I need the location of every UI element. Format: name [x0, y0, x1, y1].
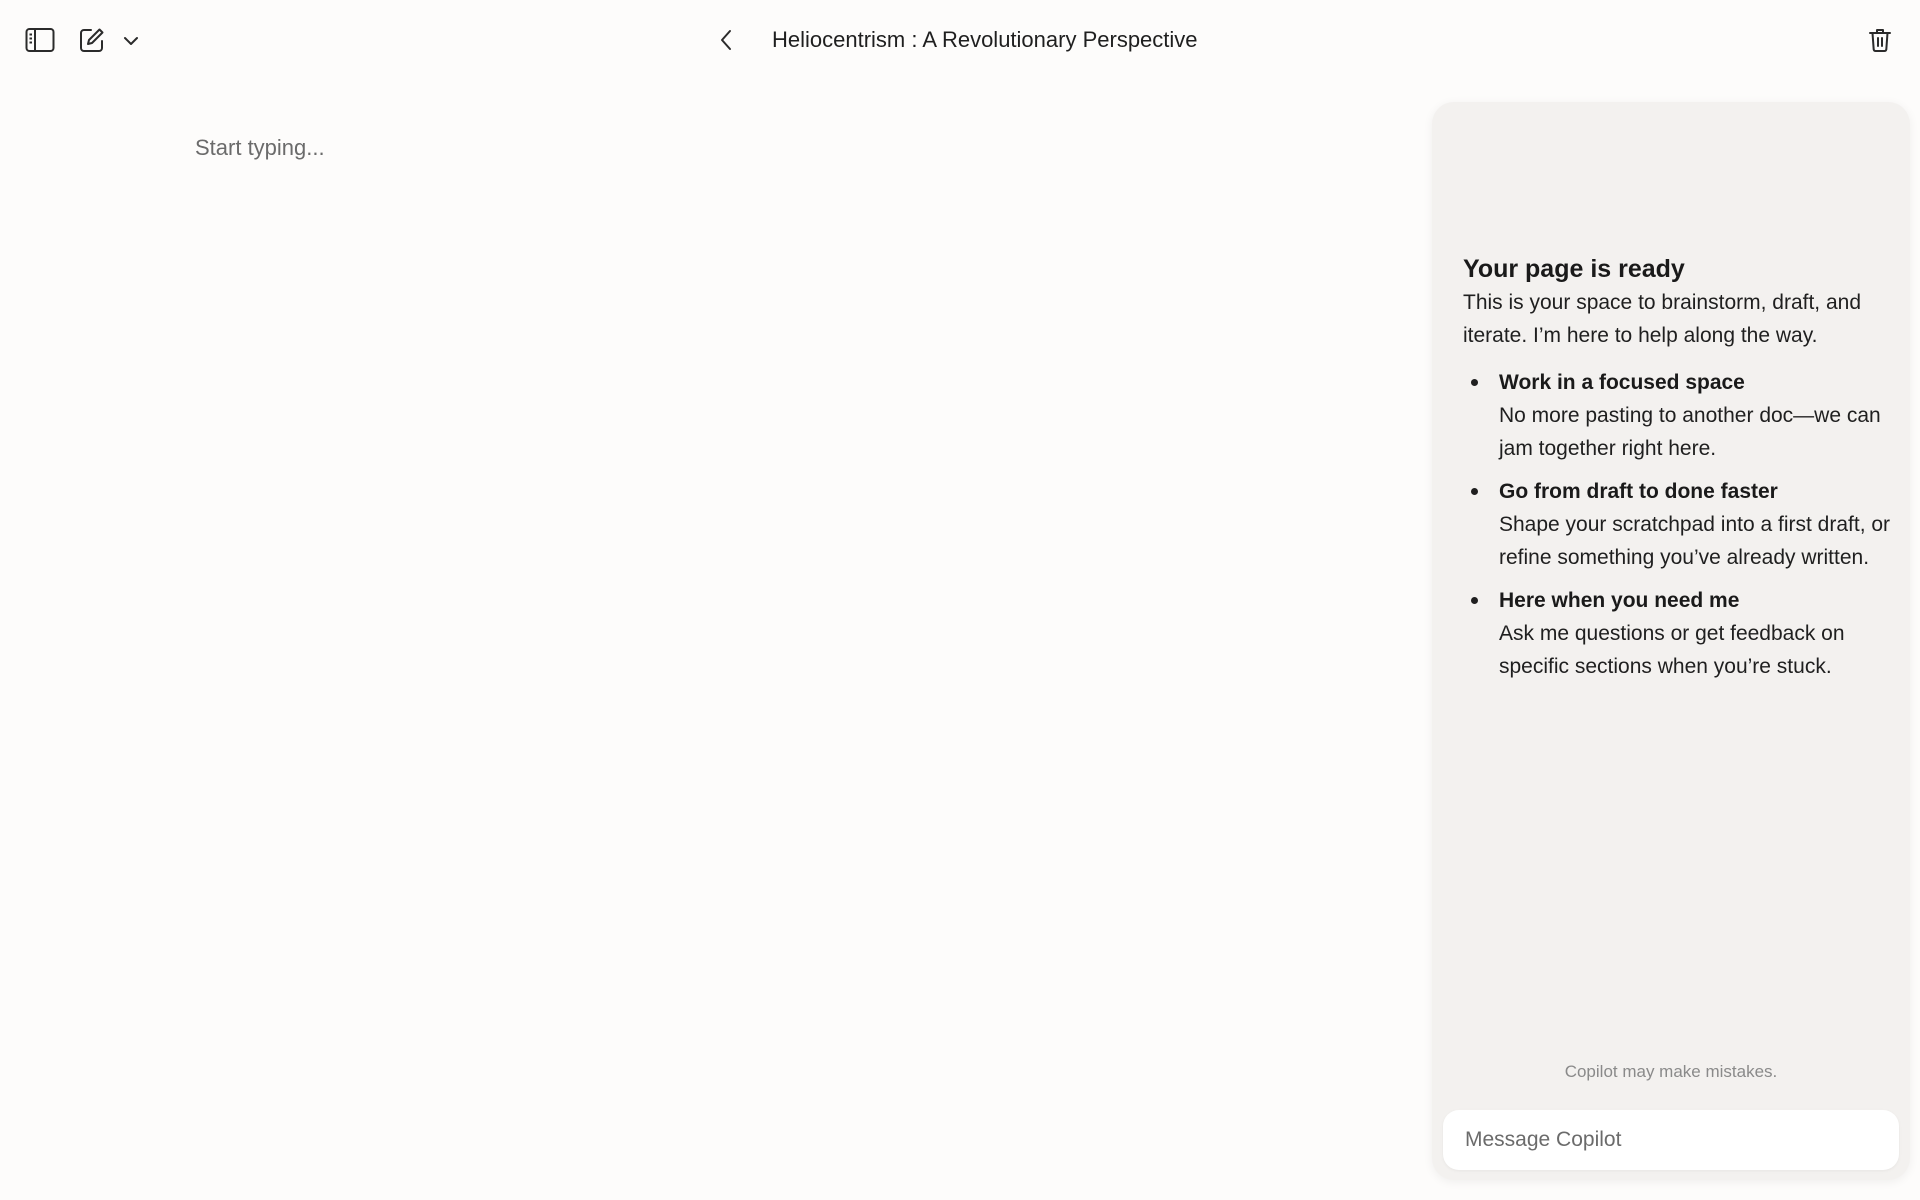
list-item — [1463, 366, 1893, 465]
message-input[interactable] — [1463, 1127, 1879, 1153]
top-bar — [0, 0, 1920, 80]
feature-description: Ask me questions or get feedback on specific sections when you’re stuck. — [1499, 622, 1845, 678]
list-item — [1463, 584, 1893, 683]
feature-title: Go from draft to done faster — [1499, 480, 1778, 503]
message-box[interactable] — [1443, 1110, 1899, 1170]
feature-title: Here when you need me — [1499, 589, 1740, 612]
new-page-icon[interactable] — [74, 22, 110, 58]
bullet-icon — [1471, 379, 1478, 386]
list-item — [1463, 475, 1893, 574]
editor-area[interactable] — [195, 130, 1345, 190]
page-title: Heliocentrism : A Revolutionary Perspective — [772, 27, 1198, 52]
chevron-down-icon[interactable] — [118, 28, 144, 54]
feature-description: No more pasting to another doc—we can jam together right here. — [1499, 404, 1881, 460]
intro-title: Your page is ready — [1463, 255, 1685, 283]
bullet-icon — [1471, 597, 1478, 604]
feature-list — [1463, 366, 1893, 683]
bullet-icon — [1471, 488, 1478, 495]
trash-icon[interactable] — [1862, 22, 1898, 58]
feature-description: Shape your scratchpad into a first draft, or refine something you’ve already written. — [1499, 513, 1891, 569]
editor-input[interactable] — [195, 130, 1345, 166]
copilot-panel — [1432, 102, 1910, 1180]
intro-text: This is your space to brainstorm, draft, and iterate. I’m here to help along the way. — [1463, 291, 1862, 347]
disclaimer-text: Copilot may make mistakes. — [1564, 1062, 1778, 1081]
copilot-intro — [1463, 252, 1893, 693]
feature-title: Work in a focused space — [1499, 371, 1745, 394]
sidebar-toggle-icon[interactable] — [22, 22, 58, 58]
chevron-left-icon[interactable] — [708, 22, 744, 58]
